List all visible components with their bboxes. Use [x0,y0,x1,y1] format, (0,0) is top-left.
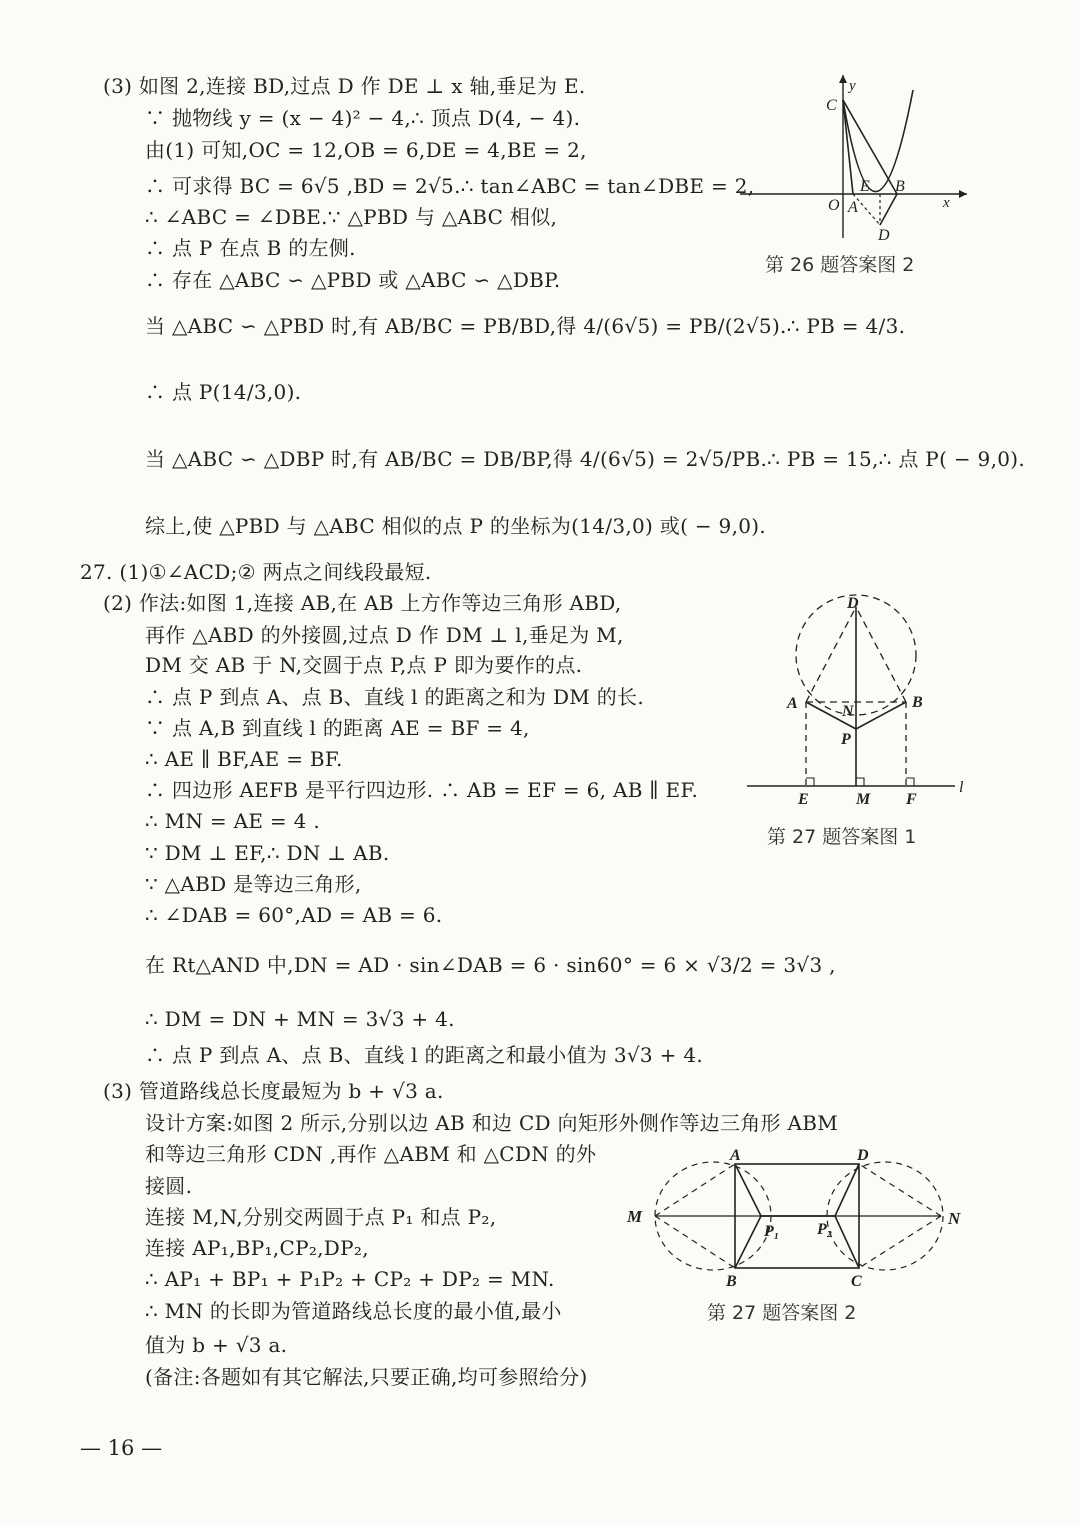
q27-line-20: 连接 M,N,分别交两圆于点 P₁ 和点 P₂, [145,1205,497,1229]
segment-DP2 [835,1164,859,1216]
q26-part3-line-2: ∵ 抛物线 y = (x − 4)² − 4,∴ 顶点 D(4, − 4). [145,106,581,130]
label-A: A [730,1147,741,1164]
q27-line-11: ∵ △ABD 是等边三角形, [145,872,362,896]
label-P2: P₂ [817,1221,833,1238]
segment-MA [655,1164,735,1216]
q27-line-21: 连接 AP₁,BP₁,CP₂,DP₂, [145,1236,369,1260]
q27-line-17: 设计方案:如图 2 所示,分别以边 AB 和边 CD 向矩形外侧作等边三角形 ABM [145,1111,839,1135]
figure-27-answer-1 [745,590,975,808]
q27-line-6: ∵ 点 A,B 到直线 l 的距离 AE = BF = 4, [145,716,530,740]
label-F: F [906,791,917,808]
segment-BD [880,194,897,225]
segment-BD [856,607,906,702]
label-O: O [828,197,840,214]
q27-line-12: ∴ ∠DAB = 60°,AD = AB = 6. [145,903,443,927]
q26-part3-line-9: ∴ 点 P(14/3,0). [145,380,302,404]
label-N: N [842,703,854,720]
y-axis-arrow [839,75,847,83]
q26-part3-line-10: 当 △ABC ∽ △DBP 时,有 AB/BC = DB/BP,得 4/(6√5) = 2√5/PB.∴ PB = 15,∴ 点 P( − 9,0). [145,447,1026,471]
q27-line-16: (3) 管道路线总长度最短为 b + √3 a. [103,1079,444,1103]
label-E: E [798,791,809,808]
figure-27-2-caption: 第 27 题答案图 2 [707,1302,857,1324]
segment-NC [859,1216,941,1268]
q27-line-18: 和等边三角形 CDN ,再作 △ABM 和 △CDN 的外 [145,1142,597,1166]
label-P1: P₁ [764,1223,780,1240]
q27-line-2: (2) 作法:如图 1,连接 AB,在 AB 上方作等边三角形 ABD, [103,591,622,615]
page-number: — 16 — [80,1436,163,1460]
label-l: l [959,779,964,796]
q27-line-19: 接圆. [145,1174,193,1198]
figure-27-1-caption: 第 27 题答案图 1 [767,826,917,848]
segment-AP1 [735,1164,761,1216]
segment-CP2 [835,1216,859,1268]
label-P: P [841,731,851,748]
label-y: y [849,78,856,94]
q27-line-8: ∴ 四边形 AEFB 是平行四边形. ∴ AB = EF = 6, AB ∥ EF. [145,778,699,802]
label-A: A [848,199,858,216]
q27-line-4: DM 交 AB 于 N,交圆于点 P,点 P 即为要作的点. [145,653,583,677]
segment-BP1 [735,1216,761,1268]
figure-26-caption: 第 26 题答案图 2 [765,254,915,276]
label-D: D [878,227,890,242]
label-C: C [851,1273,862,1288]
label-E: E [860,178,870,195]
segment-ND [859,1164,941,1216]
q26-part3-line-5: ∴ ∠ABC = ∠DBE.∵ △PBD 与 △ABC 相似, [145,205,558,229]
q26-part3-line-8: 当 △ABC ∽ △PBD 时,有 AB/BC = PB/BD,得 4/(6√5) = PB/(2√5).∴ PB = 4/3. [145,314,906,338]
label-N: N [948,1209,961,1228]
q27-line-25: (备注:各题如有其它解法,只要正确,均可参照给分) [145,1365,588,1389]
q26-part3-line-4: ∴ 可求得 BC = 6√5 ,BD = 2√5.∴ tan∠ABC = tan∠DBE = 2, [145,174,755,198]
label-C: C [826,97,837,114]
q27-line-22: ∴ AP₁ + BP₁ + P₁P₂ + CP₂ + DP₂ = MN. [145,1267,555,1291]
q27-line-1: 27. (1)①∠ACD;② 两点之间线段最短. [80,560,432,584]
label-D: D [847,595,859,612]
q26-part3-line-7: ∴ 存在 △ABC ∽ △PBD 或 △ABC ∽ △DBP. [145,268,561,292]
segment-BP [856,702,906,729]
q27-line-10: ∵ DM ⊥ EF,∴ DN ⊥ AB. [145,841,390,865]
right-angle-F [906,778,914,786]
q27-line-13: 在 Rt△AND 中,DN = AD · sin∠DAB = 6 · sin60° = 6 × √3/2 = 3√3 , [145,953,836,977]
label-A: A [787,695,798,712]
q27-line-5: ∴ 点 P 到点 A、点 B、直线 l 的距离之和为 DM 的长. [145,685,644,709]
parabola-curve [843,90,913,192]
label-M: M [856,791,871,808]
right-angle-E [806,778,814,786]
label-M: M [627,1207,643,1226]
label-D: D [857,1147,869,1164]
q27-line-9: ∴ MN = AE = 4 . [145,809,320,833]
q27-line-24: 值为 b + √3 a. [145,1333,288,1357]
label-B: B [912,694,923,711]
q27-line-23: ∴ MN 的长即为管道路线总长度的最小值,最小 [145,1299,562,1323]
label-x: x [943,195,950,211]
q27-line-3: 再作 △ABD 的外接圆,过点 D 作 DM ⊥ l,垂足为 M, [145,623,624,647]
q27-line-7: ∴ AE ∥ BF,AE = BF. [145,747,343,771]
segment-AD [806,607,856,702]
segment-MB [655,1216,735,1268]
x-axis-arrow [959,190,967,198]
figure-27-answer-2 [625,1140,970,1288]
q26-part3-line-1: (3) 如图 2,连接 BD,过点 D 作 DE ⊥ x 轴,垂足为 E. [103,74,586,98]
q27-line-14: ∴ DM = DN + MN = 3√3 + 4. [145,1007,455,1031]
q26-part3-line-11: 综上,使 △PBD 与 △ABC 相似的点 P 的坐标为(14/3,0) 或( − 9,0). [145,514,767,538]
label-B: B [895,178,905,195]
figure-26-answer-2 [735,70,975,242]
q26-part3-line-3: 由(1) 可知,OC = 12,OB = 6,DE = 4,BE = 2, [145,138,587,162]
q27-line-15: ∴ 点 P 到点 A、点 B、直线 l 的距离之和最小值为 3√3 + 4. [145,1043,704,1067]
label-B: B [726,1273,737,1288]
q26-part3-line-6: ∴ 点 P 在点 B 的左侧. [145,236,356,260]
right-angle-M [856,778,864,786]
